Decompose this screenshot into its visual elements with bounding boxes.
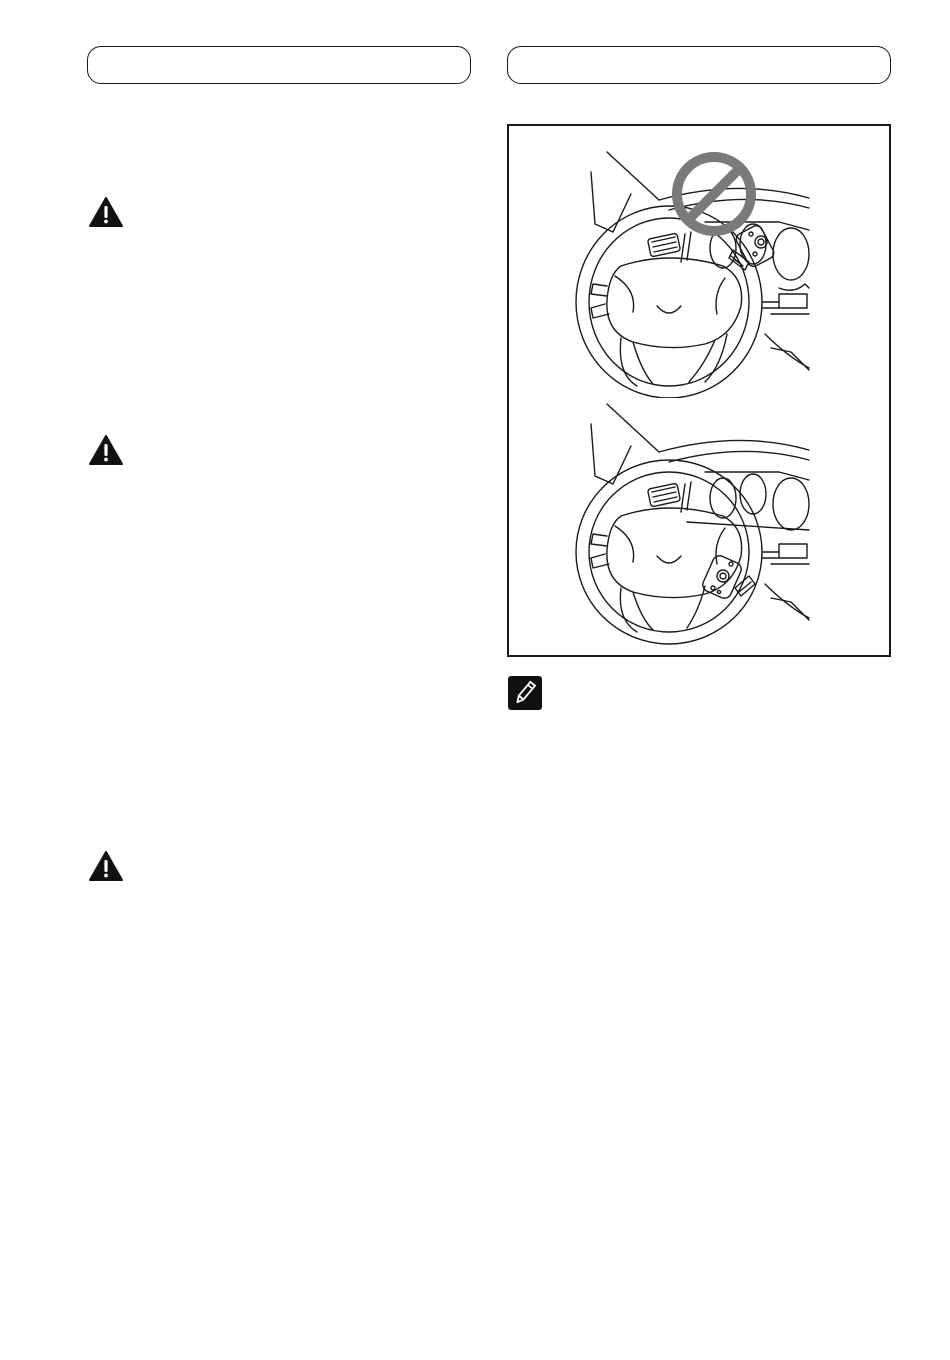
warning-icon [88, 434, 124, 466]
steering-wheel-correct-image [509, 398, 889, 646]
warning-icon [88, 850, 124, 882]
warning-icon [88, 196, 124, 228]
steering-remote-illustration [507, 124, 891, 657]
steering-wheel-incorrect-image [509, 138, 889, 398]
section-header-right [507, 46, 891, 84]
section-header-left [87, 46, 471, 84]
pencil-icon [508, 676, 542, 710]
pencil-note-icon [508, 676, 542, 710]
